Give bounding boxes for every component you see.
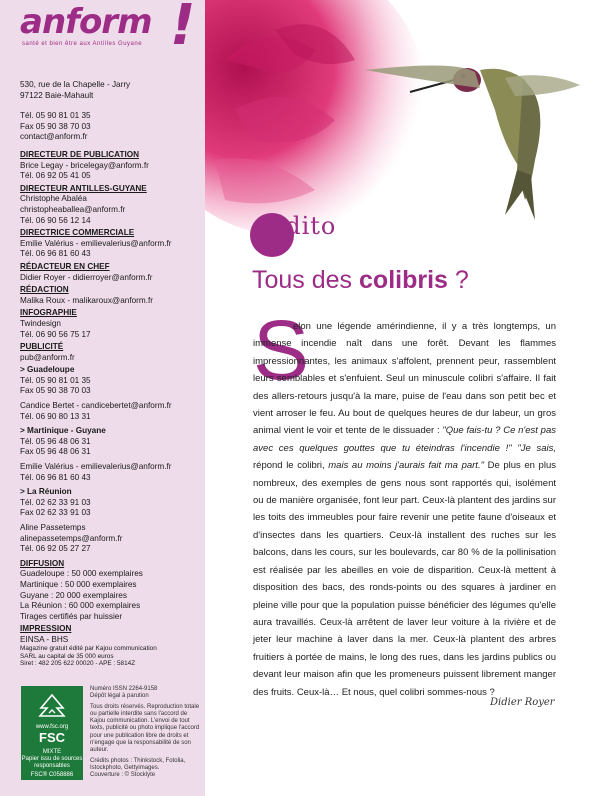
address-line-2: 97122 Baie-Mahault bbox=[20, 90, 94, 100]
staff-line: Emilie Valérius - emilievalerius@anform.fr bbox=[20, 238, 172, 248]
fsc-mix: MIXTE bbox=[42, 749, 62, 755]
title-start: Tous des bbox=[252, 266, 360, 294]
legal-line: SARL au capital de 35 000 euros bbox=[20, 652, 114, 660]
drop-cap: S bbox=[253, 303, 310, 397]
article-body bbox=[253, 318, 556, 701]
photo-credits: Crédits photos : Thinkstock, Fotolia, Istockphoto, Gettyimages. bbox=[90, 757, 186, 771]
region-line: Tél. 05 96 48 06 31 bbox=[20, 436, 91, 446]
region-line: Fax 05 90 38 70 03 bbox=[20, 386, 91, 396]
fsc-tree-icon bbox=[37, 694, 67, 720]
cover-credit: Couverture : © Stocklyte bbox=[90, 772, 156, 779]
diffusion-heading: DIFFUSION bbox=[20, 558, 65, 568]
contact-block bbox=[20, 80, 130, 143]
legal-deposit: Dépôt légal à parution bbox=[90, 693, 149, 700]
staff-line: Tél. 06 92 05 41 05 bbox=[20, 171, 91, 181]
contact-fax: Fax 05 90 38 70 03 bbox=[20, 121, 91, 131]
region-line: Aline Passetemps bbox=[20, 523, 86, 532]
title-end: ? bbox=[447, 266, 469, 294]
staff-line: Brice Legay - bricelegay@anform.fr bbox=[20, 160, 149, 170]
staff-line: Twindesign bbox=[20, 318, 61, 328]
rights-notice: Tous droits réservés. Reproduction totale ou partielle interdite sans l'accord de Kajou communication. L'envoi de tout texts, publicité ou photo implique l'accord pour une publication libre de droits et n'engage que la responsabilité de son auteur. bbox=[90, 703, 200, 754]
staff-line: Tél. 06 90 56 75 17 bbox=[20, 329, 91, 339]
address-line-1: 530, rue de la Chapelle - Jarry bbox=[20, 80, 131, 89]
staff-role: RÉDACTEUR EN CHEF bbox=[20, 261, 110, 271]
region-line: Tél. 06 92 05 27 27 bbox=[20, 544, 91, 554]
diffusion-line: Guadeloupe : 50 000 exemplaires bbox=[20, 569, 143, 579]
staff-role: PUBLICITÉ bbox=[20, 342, 64, 352]
diffusion-line: La Réunion : 60 000 exemplaires bbox=[20, 601, 141, 611]
fsc-code: FSC® C058886 bbox=[30, 772, 74, 778]
staff-line: Christophe Abaléa bbox=[20, 194, 87, 204]
issn: Numéro ISSN 2264-9158 bbox=[90, 686, 158, 692]
body-text: elon une légende amérindienne, il y a très longtemps, un immense incendie naît dans une forêt. Devant les flammes impressionnantes, les animaux s'affolent, prennent peur, rassemblent leurs semblables et s'enfuient. Seul un minuscule colibri s'affaire. Il fait des allers-retours jusqu'à la mare, puise de l'eau dans son petit bec et vient arroser le feu. Au bout de quelques heures de dur labeur, un gros animal vient le voir et tente de le dissuader : bbox=[253, 321, 556, 437]
fsc-logo bbox=[21, 686, 83, 780]
logo-wordmark: anform bbox=[20, 2, 152, 42]
region-name: > Guadeloupe bbox=[20, 365, 75, 375]
logo-tagline: santé et bien être aux Antilles Guyane bbox=[22, 41, 143, 47]
body-text: répond le colibri, bbox=[253, 460, 329, 472]
impression-heading: IMPRESSION bbox=[20, 624, 72, 634]
region-line: Tél. 02 62 33 91 03 bbox=[20, 497, 91, 507]
region-line: Emilie Valérius - emilievalerius@anform.fr bbox=[20, 462, 172, 472]
region-line: alinepassetemps@anform.fr bbox=[20, 533, 123, 543]
staff-role: DIRECTEUR DE PUBLICATION bbox=[20, 150, 140, 159]
staff-role: DIRECTEUR ANTILLES-GUYANE bbox=[20, 183, 147, 193]
staff-line: Tél. 06 90 56 12 14 bbox=[20, 215, 91, 225]
region-name: > La Réunion bbox=[20, 487, 72, 497]
title-emphasis: colibris bbox=[359, 266, 448, 294]
section-label: édito bbox=[270, 212, 337, 240]
legal-line: Siret : 482 205 622 00020 - APE : 5814Z bbox=[20, 660, 136, 668]
logo-exclamation: ! bbox=[170, 0, 196, 58]
diffusion-line: Tirages certifiés par huissier bbox=[20, 611, 123, 621]
staff-role: DIRECTRICE COMMERCIALE bbox=[20, 228, 135, 238]
staff-line: christopheaballea@anform.fr bbox=[20, 204, 126, 214]
body-quote: mais au moins j'aurais fait ma part." bbox=[328, 460, 484, 472]
diffusion-line: Guyane : 20 000 exemplaires bbox=[20, 590, 127, 600]
contact-tel: Tél. 05 90 81 01 35 bbox=[20, 111, 91, 121]
body-quote: "Je sais, bbox=[511, 442, 556, 454]
legal-line: Magazine gratuit édité par Kajou communication bbox=[20, 645, 157, 652]
article-title bbox=[252, 266, 469, 295]
staff-role: RÉDACTION bbox=[20, 285, 69, 295]
body-text: De plus en plus nombreux, des exemples de gens nous sont rapportés qui, isolément ou de manière organisée, font leur part. Ceux-là plantent des jardins sur les toits des immeubles pour faire revenir une petite faune d'oiseaux et d'insectes dans les quartiers. Ceux-là installent des ruches sur les balcons, dans les cours, sur les boulevards, car 80 % de la pollinisation est réalisée par les abeilles en voie de disparition. Ceux-là mettent à disposition des bacs, des ronds-points ou des squares à jardiner en pleine ville pour que la population puisse bénéficier des légumes qu'elle aura travaillés. Ceux-là arrêtent de laver leur voiture à la rivière et de jeter leur machine à laver dans la mer. Ceux-là plantent des arbres fruitiers à portée de mains, le long des rues, dans les jardins publics ou devant leur maison afin que les promeneurs puissent librement manger des fruits. Ceux-là… Et nous, quel colibri sommes-nous ? bbox=[253, 460, 556, 698]
author-signature: Didier Royer bbox=[490, 697, 555, 708]
staff-list bbox=[20, 150, 172, 646]
region-line: Tél. 06 96 81 60 43 bbox=[20, 472, 91, 482]
region-name: > Martinique - Guyane bbox=[20, 426, 106, 436]
impression-line: EINSA - BHS bbox=[20, 634, 69, 644]
region-line: Candice Bertet - candicebertet@anform.fr bbox=[20, 401, 172, 411]
fsc-label: FSC bbox=[39, 730, 65, 745]
fsc-site: www.fsc.org bbox=[35, 724, 69, 730]
staff-role: INFOGRAPHIE bbox=[20, 308, 77, 318]
legal-block bbox=[20, 645, 200, 668]
staff-line: Didier Royer - didierroyer@anform.fr bbox=[20, 272, 153, 282]
diffusion-line: Martinique : 50 000 exemplaires bbox=[20, 579, 137, 589]
region-line: Tél. 05 90 81 01 35 bbox=[20, 375, 91, 385]
staff-line: pub@anform.fr bbox=[20, 352, 75, 362]
region-line: Tél. 06 90 80 13 31 bbox=[20, 411, 91, 421]
anform-logo bbox=[20, 0, 196, 58]
fine-print bbox=[90, 686, 202, 780]
staff-line: Tél. 06 96 81 60 43 bbox=[20, 249, 91, 259]
region-line: Fax 02 62 33 91 03 bbox=[20, 508, 91, 518]
contact-email[interactable]: contact@anform.fr bbox=[20, 132, 88, 142]
region-line: Fax 05 96 48 06 31 bbox=[20, 447, 91, 457]
fsc-desc: Papier issu de sources responsables bbox=[21, 756, 83, 769]
body-quote: "Que fais-tu ? Ce n'est pas avec ces quelques gouttes que tu éteindras l'incendie !" bbox=[253, 425, 556, 454]
masthead-sidebar bbox=[0, 0, 205, 796]
staff-line: Malika Roux - malikaroux@anform.fr bbox=[20, 295, 153, 305]
